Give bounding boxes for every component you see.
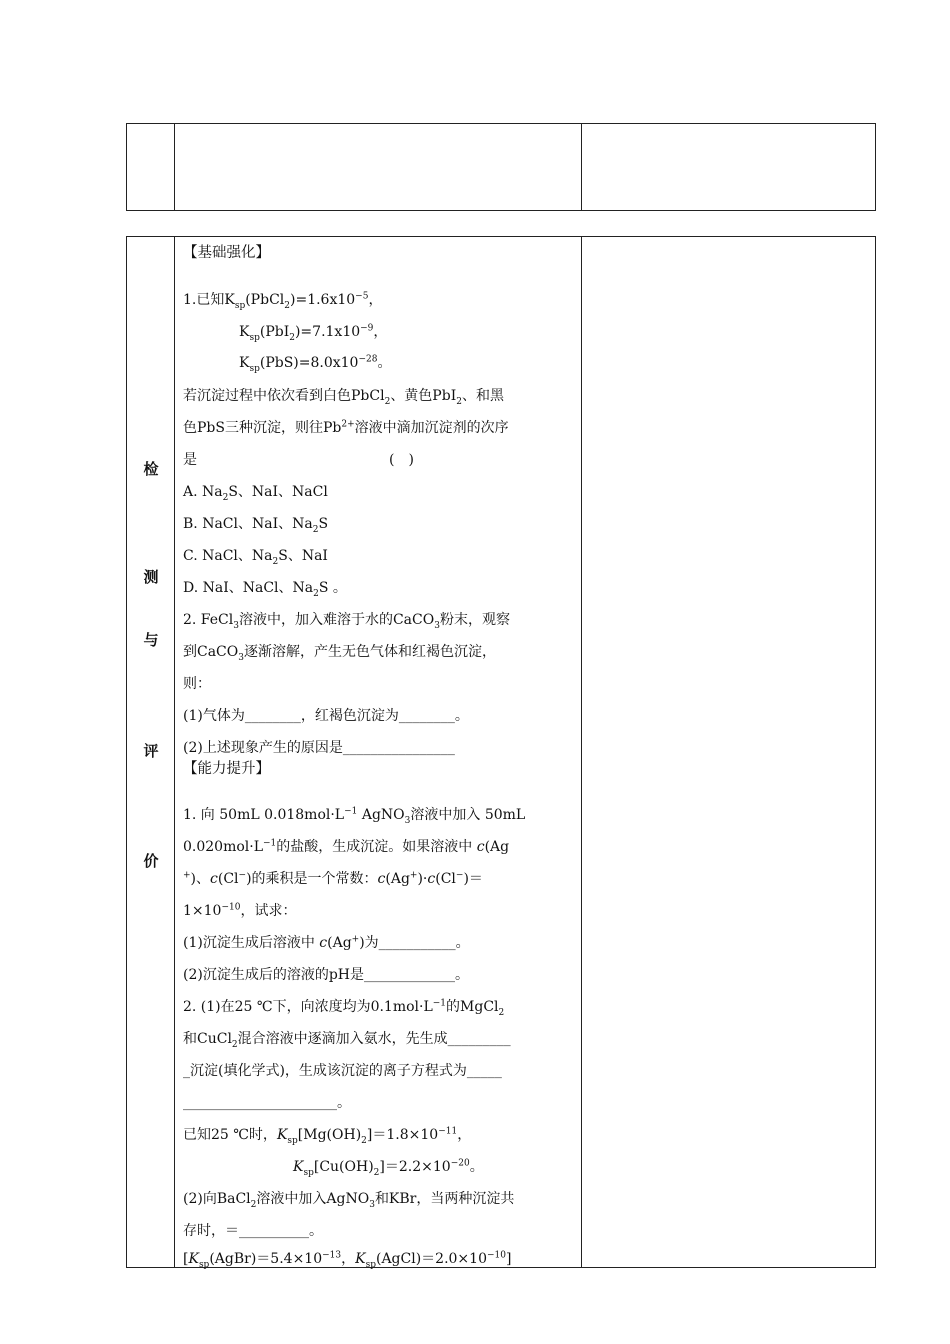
adv-q1-part1: (1)沉淀生成后溶液中 c(Ag+)为___________。: [183, 934, 470, 951]
q1-stem-line2: 色PbS三种沉淀，则往$Pb^{2+}$溶液中滴加沉淀剂的次序: [183, 419, 509, 436]
adv-q2-ksp-mg: 已知25 ℃时，$K_{sp}[Mg(OH)_2]=1.8\times 10^{-11}$，: [183, 1126, 472, 1146]
q1-stem-line1: 若沉淀过程中依次看到白色PbCl$_2$、黄色PbI$_2$、和黑: [183, 388, 504, 407]
adv-q1-part2: (2)沉淀生成后的溶液的pH是_____________。: [183, 967, 470, 983]
adv-q2-line2: 和CuCl$_2$混合溶液中逐滴加入氨水，先生成_________: [183, 1031, 511, 1050]
adv-q1-line3: +)、c(Cl−)的乘积是一个常数：c(Ag+)·c(Cl−)＝: [183, 870, 483, 887]
side-label-char: 测: [143, 568, 159, 586]
column-divider: [581, 124, 582, 210]
q1-option-b: B. NaCl、NaI、$Na_2S$: [183, 516, 329, 535]
adv-q2-line3: _沉淀(填化学式)，生成该沉淀的离子方程式为_____: [183, 1063, 502, 1079]
adv-q2-ksp-ag: [$K_{sp}(AgBr)=5.4\times 10^{-13}$，$K_{sp}(AgCl)=2.0\times 10^{-10}$]: [183, 1250, 512, 1270]
side-label-char: 价: [143, 852, 159, 870]
q2-part2: (2)上述现象产生的原因是________________: [183, 740, 455, 756]
q1-stem-line3: 是 ( ): [183, 452, 414, 468]
adv-q2-part2-line1: (2)向BaCl$_2$溶液中加入AgNO$_3$和KBr，当两种沉淀共: [183, 1191, 515, 1210]
q1-option-a: A. $Na_2S$、NaI、NaCl: [183, 484, 328, 503]
q2-line2: 到CaCO$_3$逐渐溶解，产生无色气体和红褐色沉淀，: [183, 644, 496, 663]
q1-line2: $K_{sp}(PbI_2)=7.1x10^{-9}$，: [239, 323, 388, 343]
side-label-char: 评: [143, 742, 159, 760]
q1-option-c: C. NaCl、$Na_2S$、NaI: [183, 548, 328, 567]
adv-q1-line1: 1. 向 50mL $0.018mol\cdot L^{-1}$ AgNO$_3$溶液中加入 50mL: [183, 806, 526, 826]
q1-line3: $K_{sp}(PbS)=8.0x10^{-28}$。: [239, 354, 392, 374]
adv-q1-line2: $0.020mol\cdot L^{-1}$的盐酸，生成沉淀。如果溶液中 c(Ag: [183, 838, 510, 855]
adv-q1-line4: $1\times 10^{-10}$，试求：: [183, 902, 297, 919]
adv-q2-line1: 2. (1)在25 ℃下，向浓度均为$0.1mol\cdot L^{-1}$的MgCl$_2$: [183, 998, 505, 1018]
side-label-char: 与: [143, 631, 159, 649]
section-heading-basic: 【基础强化】: [183, 245, 270, 261]
column-divider: [174, 124, 175, 210]
top-table: [126, 123, 876, 211]
adv-q2-ksp-cu: $K_{sp}[Cu(OH)_2]=2.2\times 10^{-20}$。: [293, 1158, 484, 1178]
section-heading-advanced: 【能力提升】: [183, 761, 270, 777]
q2-line1: 2. FeCl$_3$溶液中，加入难溶于水的CaCO$_3$粉末，观察: [183, 612, 510, 631]
adv-q2-line4: ______________________。: [183, 1095, 351, 1111]
column-divider: [581, 237, 582, 1267]
side-label-char: 检: [143, 460, 159, 478]
q2-part1: (1)气体为________，红褐色沉淀为________。: [183, 708, 469, 724]
adv-q2-part2-line2: 存时，＝__________。: [183, 1223, 323, 1239]
q1-line1: 1.已知$K_{sp}(PbCl_2)=1.6x10^{-5}$，: [183, 291, 383, 311]
q2-line3: 则：: [183, 676, 211, 692]
main-table: [126, 236, 876, 1268]
q1-option-d: D. NaI、NaCl、$Na_2S$ 。: [183, 580, 347, 599]
